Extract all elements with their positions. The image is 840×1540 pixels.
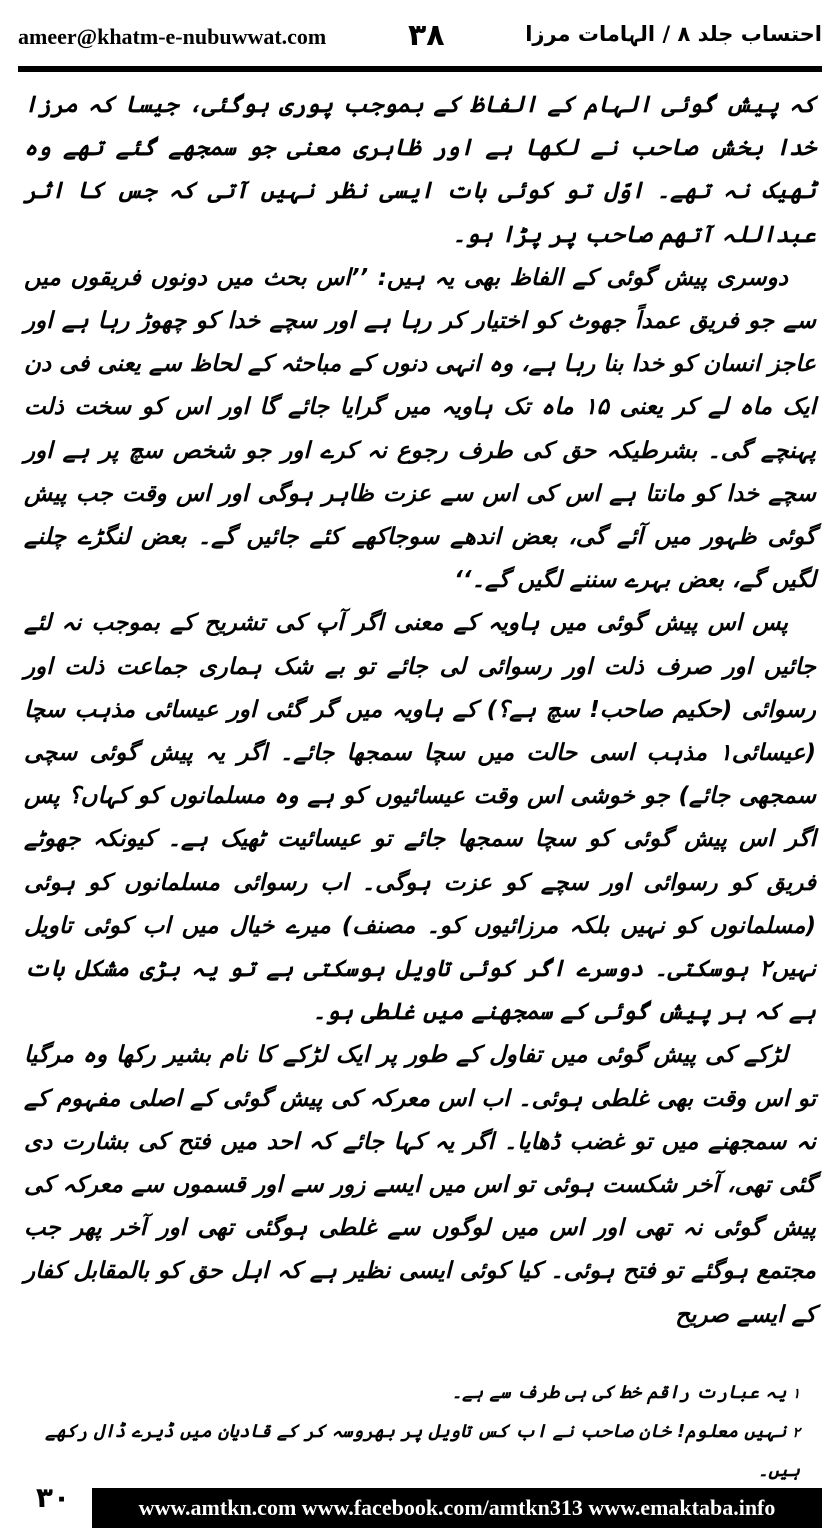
footer-page-number: ۳۰	[35, 1481, 71, 1514]
footnote	[24, 1374, 800, 1413]
header-email: ameer@khatm-e-nubuwwat.com	[18, 24, 327, 49]
footnote-text: یہ عبارت راقم خط کی ہی طرف سے ہے۔	[451, 1382, 787, 1403]
footnote-text: نہیں معلوم! خان صاحب نے اب کس تاویل پر بھروسہ کر کے قادیان میں ڈیرے ڈال رکھے ہیں۔	[45, 1421, 800, 1481]
main-text	[24, 84, 816, 1337]
page-header	[18, 18, 822, 60]
paragraph: دوسری پیش گوئی کے الفاظ بھی یہ ہیں: ’’اس بحث میں دونوں فریقوں میں سے جو فریق عمداً جھوٹ کو اختیار کر رہا ہے اور سچے خدا کو چھوڑ رہا ہے اور عاجز انسان کو خدا بنا رہا ہے، وہ انہی دنوں کے مباحثہ کے لحاظ سے یعنی فی دن ایک ماہ لے کر یعنی ۱۵ ماہ تک ہاویہ میں گرایا جائے گا اور اس کو سخت ذلت پہنچے گی۔ بشرطیکہ حق کی طرف رجوع نہ کرے اور جو شخص سچ پر ہے اور سچے خدا کو مانتا ہے اس کی اس سے عزت ظاہر ہوگی اور اس وقت جب پیش گوئی ظہور میں آئے گی، بعض اندھے سوجاکھے کئے جائیں گے۔ بعض لنگڑے چلنے لگیں گے، بعض بہرے سننے لگیں گے۔‘‘	[24, 264, 817, 594]
footnote-marker: ۲	[792, 1425, 800, 1441]
page-footer	[18, 1478, 822, 1528]
paragraph: پس اس پیش گوئی میں ہاویہ کے معنی اگر آپ کی تشریح کے بموجب نہ لئے جائیں اور صرف ذلت اور رسوائی لی جائے تو بے شک ہماری جماعت ذلت اور رسوائی (حکیم صاحب! سچ ہے؟) کے ہاویہ میں گر گئی اور عیسائی مذہب سچا (عیسائی۱ مذہب اسی حالت میں سچا سمجھا جائے۔ اگر یہ پیش گوئی سچی سمجھی جائے) جو خوشی اس وقت عیسائیوں کو ہے وہ مسلمانوں کو کہاں؟ پس اگر اس پیش گوئی کو سچا سمجھا جائے تو عیسائیت ٹھیک ہے۔ کیونکہ جھوٹے فریق کو رسوائی اور سچے کو عزت ہوگی۔ اب رسوائی مسلمانوں کو ہوئی (مسلمانوں کو نہیں بلکہ مرزائیوں کو۔ مصنف) میرے خیال میں اب کوئی تاویل نہیں۲ ہوسکتی۔ دوسرے اگر کوئی تاویل ہوسکتی ہے تو یہ بڑی مشکل بات ہے کہ ہر پیش گوئی کے سمجھنے میں غلطی ہو۔	[24, 610, 816, 1026]
paragraph: لڑکے کی پیش گوئی میں تفاول کے طور پر ایک لڑکے کا نام بشیر رکھا وہ مرگیا تو اس وقت بھی غلطی ہوئی۔ اب اس معرکہ کی پیش گوئی کے اصلی مفہوم کے نہ سمجھنے میں تو غضب ڈھایا۔ اگر یہ کہا جائے کہ احد میں فتح کی بشارت دی گئی تھی، آخر شکست ہوئی تو اس میں ایسے زور سے اور قسموں سے معرکہ کی پیش گوئی نہ تھی اور اس میں لوگوں سے غلطی ہوگئی تھی اور آخر پھر جب مجتمع ہوگئے تو فتح ہوئی۔ کیا کوئی ایسی نظیر ہے کہ اہل حق کو بالمقابل کفار کے ایسے صریح	[24, 1042, 816, 1328]
header-book-page-number: ۳۸	[408, 18, 445, 53]
footnotes	[24, 1374, 800, 1490]
footnote-marker: ۱	[792, 1386, 800, 1402]
paragraph: کہ پیش گوئی الہام کے الفاظ کے بموجب پوری ہوگئی، جیسا کہ مرزا خدا بخش صاحب نے لکھا ہے اور ظاہری معنی جو سمجھے گئے تھے وہ ٹھیک نہ تھے۔ اوّل تو کوئی بات ایسی نظر نہیں آتی کہ جس کا اثر عبداللہ آتھم صاحب پر پڑا ہو۔	[24, 92, 816, 248]
header-book-title: احتساب جلد ۸ / الہامات مرزا	[525, 22, 822, 46]
header-divider	[18, 66, 822, 72]
footer-links[interactable]: www.amtkn.com www.facebook.com/amtkn313 www.emaktaba.info	[92, 1488, 822, 1528]
